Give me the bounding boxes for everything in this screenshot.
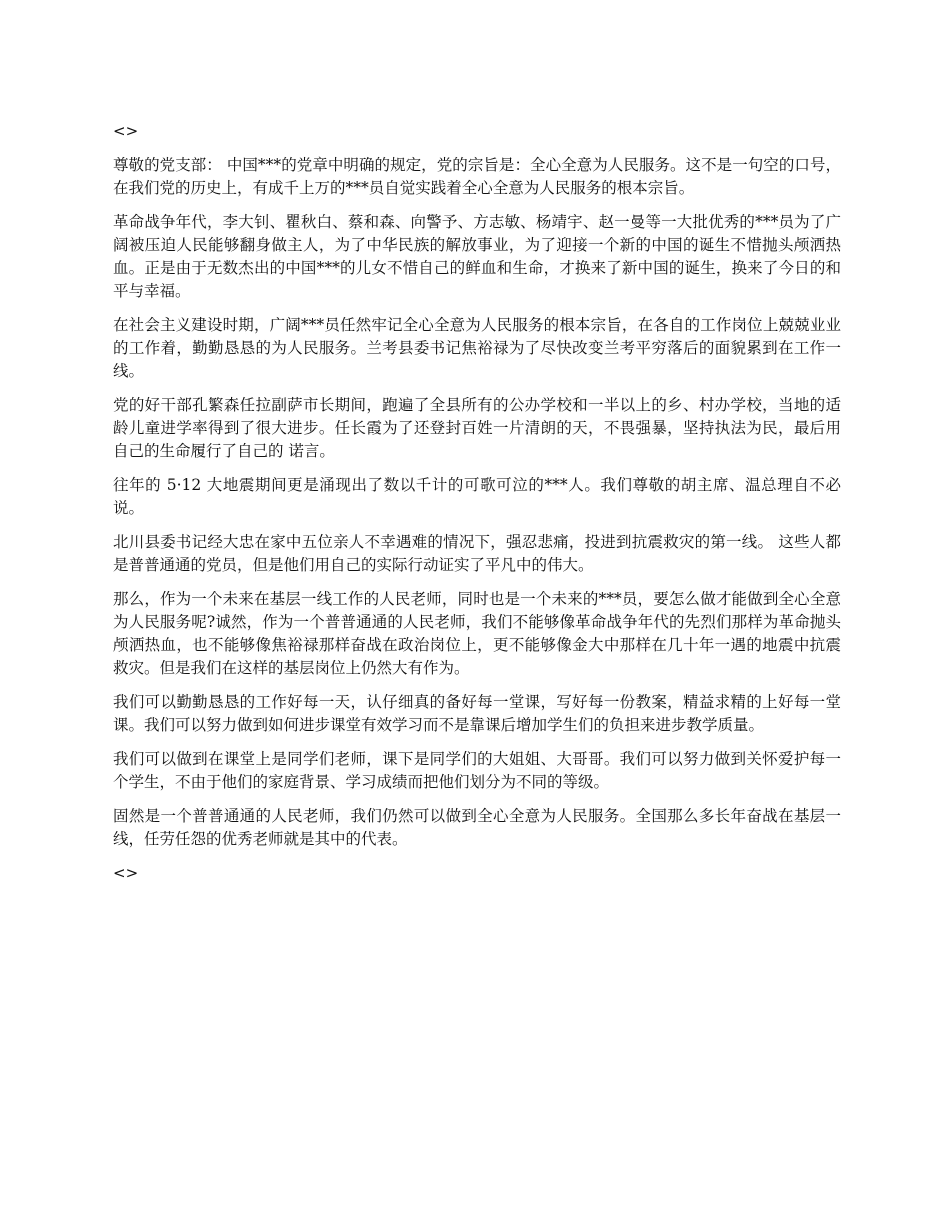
paragraph-6: 北川县委书记经大忠在家中五位亲人不幸遇难的情况下，强忍悲痛，投进到抗震救灾的第一线。 这些人都是普普通通的党员，但是他们用自己的实际行动证实了平凡中的伟大。 <box>113 533 841 574</box>
start-marker: <> <box>113 122 139 140</box>
paragraph-2: 革命战争年代，李大钊、瞿秋白、蔡和森、向警予、方志敏、杨靖宇、赵一曼等一大批优秀的***员为了广阔被压迫人民能够翻身做主人，为了中华民族的解放事业，为了迎接一个新的中国的诞生不惜抛头颅洒热血。正是由于无数杰出的中国***的儿女不惜自己的鲜血和生命，才换来了新中国的诞生，换来了今日的和平与幸福。 <box>113 213 841 300</box>
document-page <box>113 120 841 896</box>
paragraph-3: 在社会主义建设时期，广阔***员任然牢记全心全意为人民服务的根本宗旨，在各自的工作岗位上兢兢业业的工作着，勤勤恳恳的为人民服务。兰考县委书记焦裕禄为了尽快改变兰考平穷落后的面貌累到在工作一线。 <box>113 316 841 380</box>
paragraph-10: 固然是一个普普通通的人民老师，我们仍然可以做到全心全意为人民服务。全国那么多长年奋战在基层一线，任劳任怨的优秀老师就是其中的代表。 <box>113 807 841 848</box>
paragraph-7: 那么，作为一个未来在基层一线工作的人民老师，同时也是一个未来的***员，要怎么做才能做到全心全意为人民服务呢?诚然，作为一个普普通通的人民老师，我们不能够像革命战争年代的先烈们那样为革命抛头颅洒热血，也不能够像焦裕禄那样奋战在政治岗位上，更不能够像金大中那样在几十年一遇的地震中抗震救灾。但是我们在这样的基层岗位上仍然大有作为。 <box>113 590 841 677</box>
paragraph-1: 尊敬的党支部： 中国***的党章中明确的规定，党的宗旨是：全心全意为人民服务。这不是一句空的口号，在我们党的历史上，有成千上万的***员自觉实践着全心全意为人民服务的根本宗旨。 <box>113 156 841 197</box>
paragraph-5: 往年的 5·12 大地震期间更是涌现出了数以千计的可歌可泣的***人。我们尊敬的胡主席、温总理自不必说。 <box>113 476 841 517</box>
paragraph-4: 党的好干部孔繁森任拉副萨市长期间，跑遍了全县所有的公办学校和一半以上的乡、村办学校，当地的适龄儿童进学率得到了很大进步。任长霞为了还登封百姓一片清朗的天，不畏强暴，坚持执法为民，最后用自己的生命履行了自己的 诺言。 <box>113 396 841 460</box>
paragraph-9: 我们可以做到在课堂上是同学们老师，课下是同学们的大姐姐、大哥哥。我们可以努力做到关怀爱护每一个学生，不由于他们的家庭背景、学习成绩而把他们划分为不同的等级。 <box>113 750 841 791</box>
end-marker: <> <box>113 864 139 882</box>
paragraph-8: 我们可以勤勤恳恳的工作好每一天，认仔细真的备好每一堂课，写好每一份教案，精益求精的上好每一堂课。我们可以努力做到如何进步课堂有效学习而不是靠课后增加学生们的负担来进步教学质量。 <box>113 693 841 734</box>
